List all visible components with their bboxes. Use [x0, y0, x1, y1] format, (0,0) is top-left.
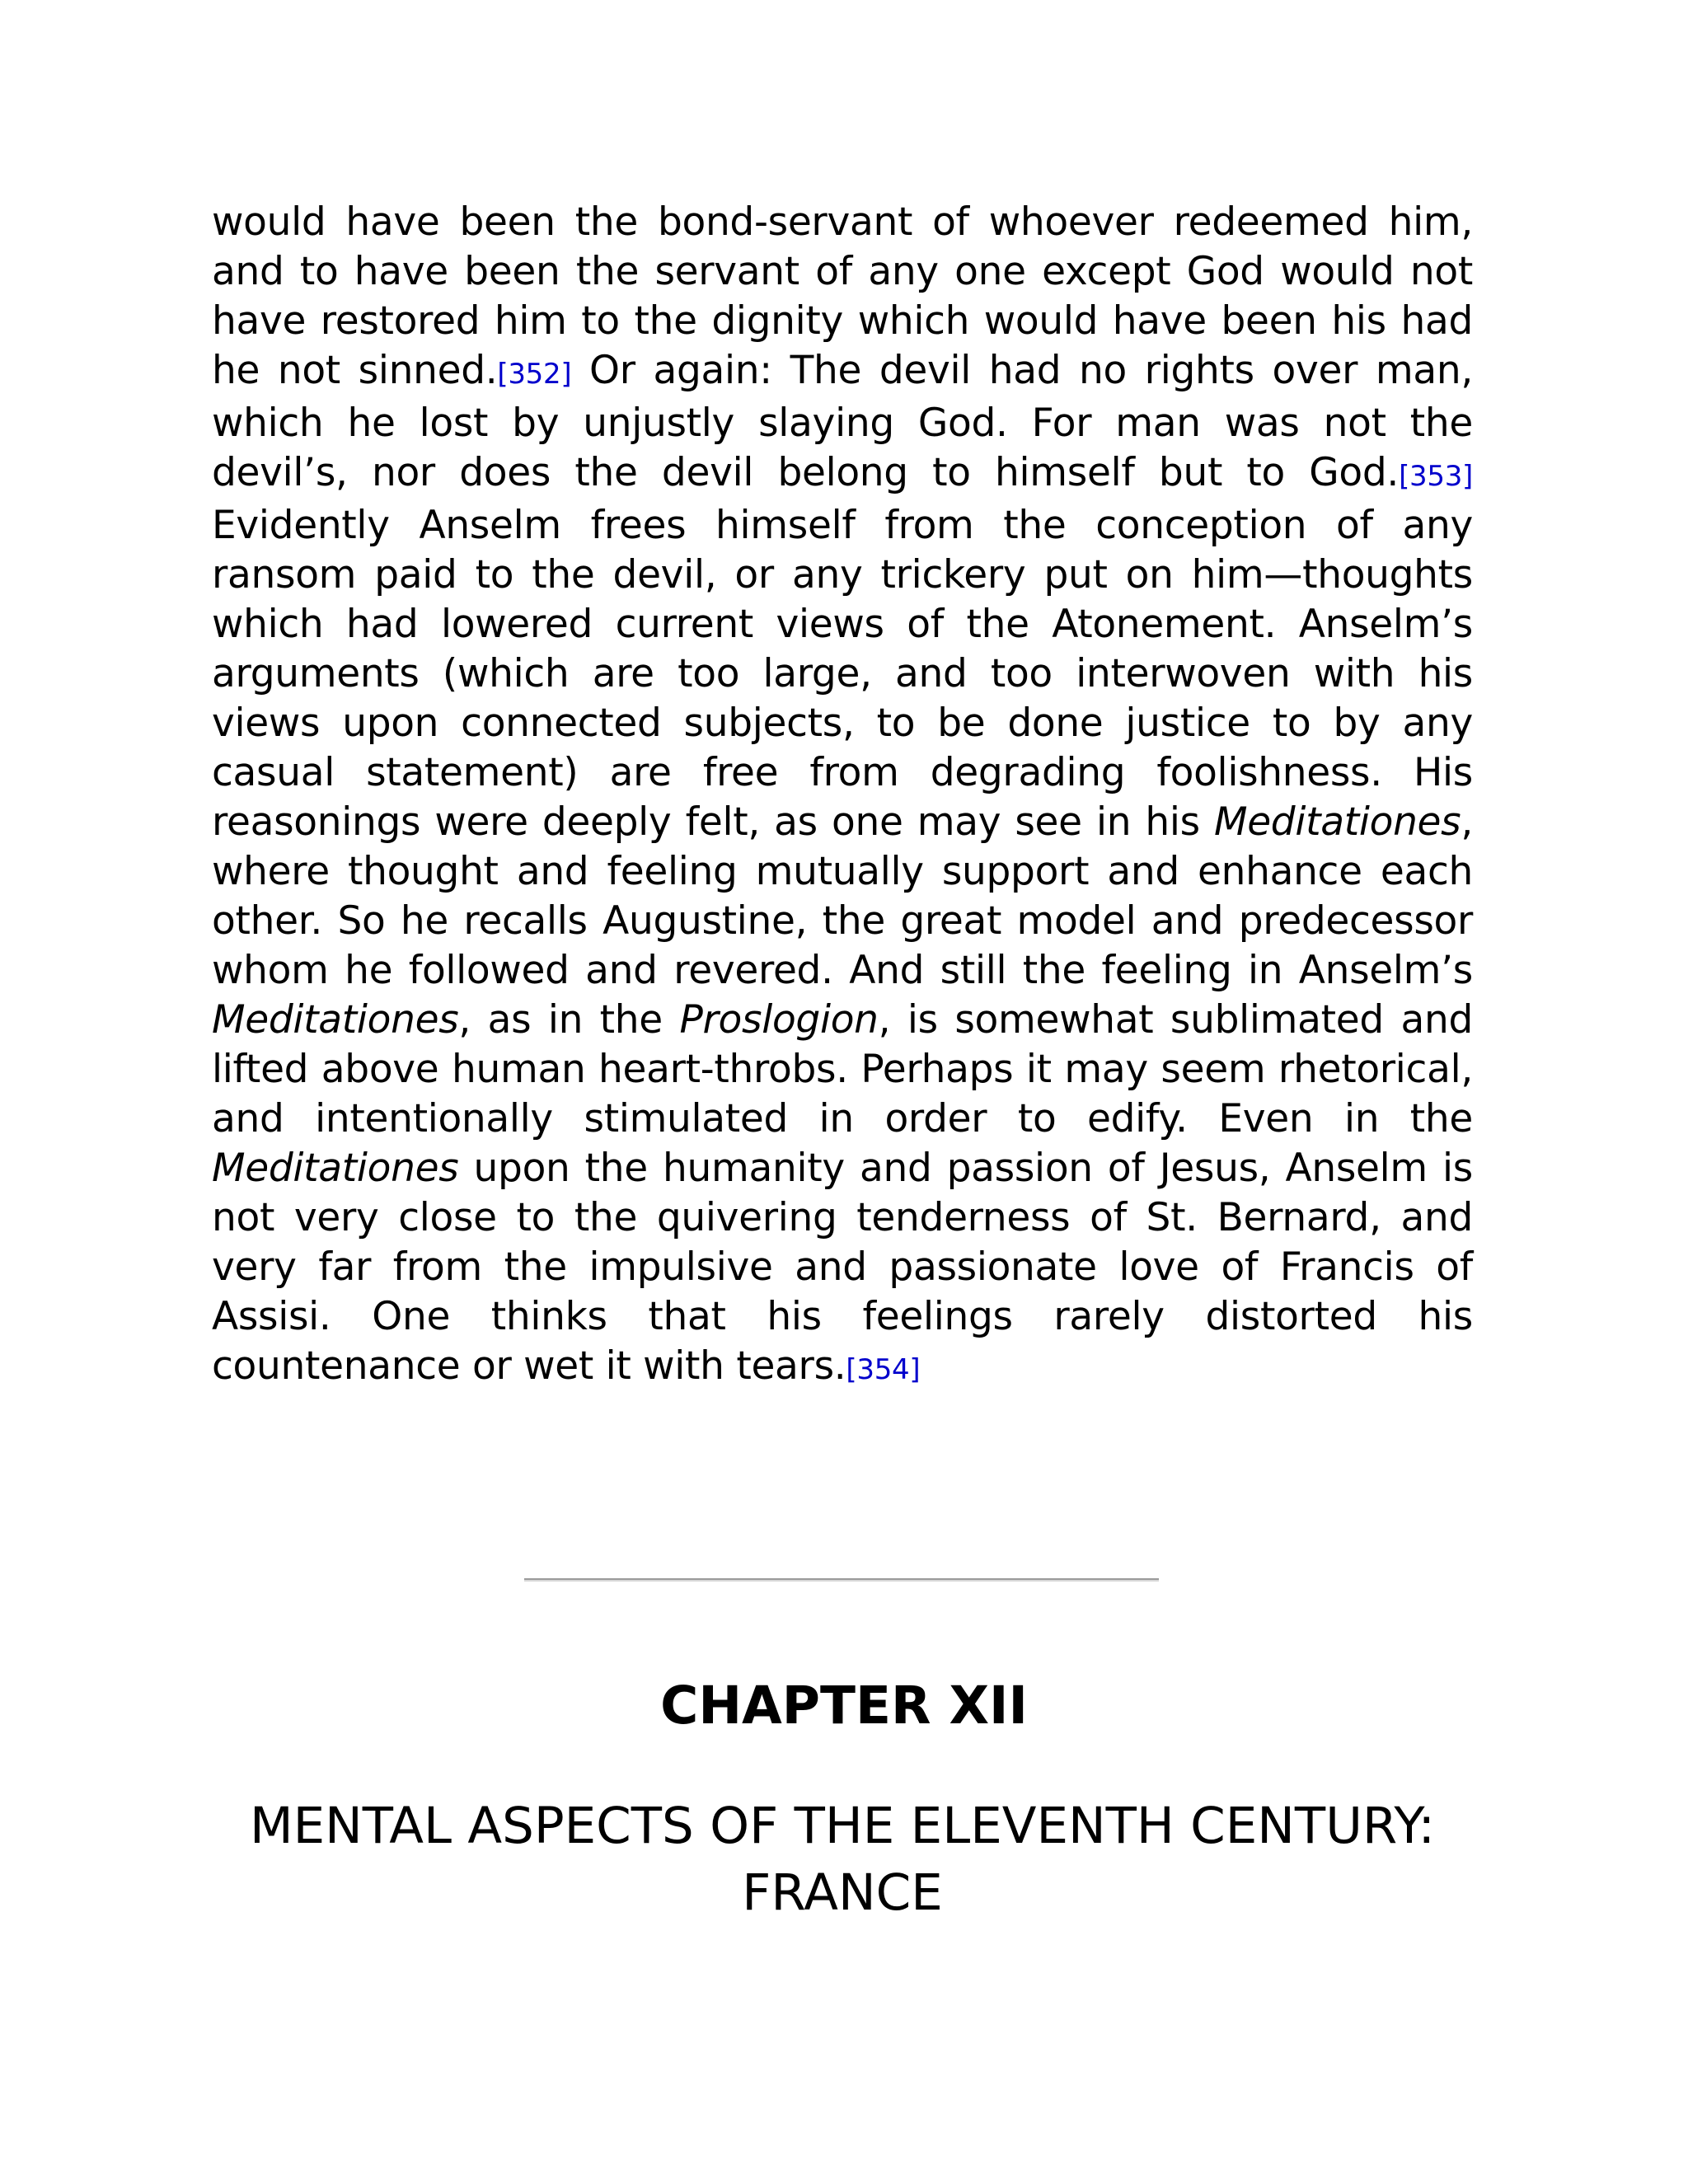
chapter-divider [524, 1578, 1159, 1582]
footnote-link-352[interactable]: [352] [497, 358, 572, 391]
paragraph-text: would have been the bond-servant of whoever redeemed him, and to have been the servant of any one except God would not have restored him to the dignity which would have been his had he not sinned. [212, 199, 1473, 393]
paragraph-text: Evidently Anselm frees himself from the conception of any ransom paid to the devil, or any trickery put on him—thoughts which had lowered current views of the Atonement. Anselm’s arguments (which are too large, and too interwoven with his views upon connected subjects, to be done justice to by any casual statement) are free from degrading foolishness. His reasonings were deeply felt, as one may see in his [212, 503, 1473, 845]
chapter-subtitle: MENTAL ASPECTS OF THE ELEVENTH CENTURY: FRANCE [249, 1797, 1436, 1922]
footnote-link-353[interactable]: [353] [1399, 460, 1473, 493]
italic-title-proslogion: Proslogion [679, 997, 879, 1043]
italic-title-meditationes: Meditationes [212, 1146, 459, 1191]
paragraph-text: , where thought and feeling mutually support and enhance each other. So he recalls Augustine, the great model and predecessor whom he followed and revered. And still the feeling in Anselm’s [212, 799, 1473, 993]
italic-title-meditationes: Meditationes [1213, 799, 1461, 845]
footnote-link-354[interactable]: [354] [846, 1353, 921, 1386]
body-paragraph [212, 198, 1473, 1394]
paragraph-text: , as in the [458, 997, 680, 1043]
italic-title-meditationes: Meditationes [212, 997, 459, 1043]
paragraph-text: Or again: The devil had no rights over man, which he lost by unjustly slaying God. For man was not the devil’s, nor does the devil belong to himself but to God. [212, 348, 1474, 495]
chapter-title: CHAPTER XII [660, 1675, 1028, 1736]
paragraph-text: , is somewhat sublimated and lifted above human heart-throbs. Perhaps it may seem rhetorical, and intentionally stimulated in order to edify. Even in the [212, 997, 1473, 1141]
paragraph-text: upon the humanity and passion of Jesus, Anselm is not very close to the quivering tenderness of St. Bernard, and very far from the impulsive and passionate love of Francis of Assisi. One thinks that his feelings rarely distorted his countenance or wet it with tears. [212, 1146, 1473, 1389]
